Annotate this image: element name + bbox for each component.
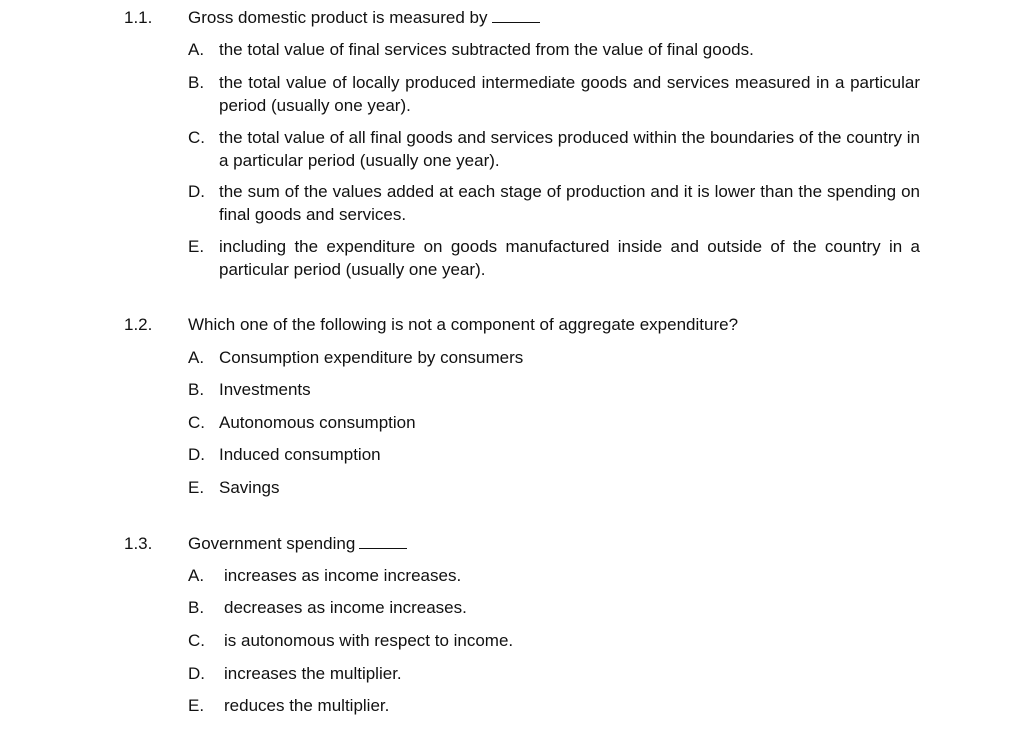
question-stem: Gross domestic product is measured by bbox=[188, 7, 540, 29]
option-letter: D. bbox=[188, 445, 205, 464]
option-letter: B. bbox=[188, 598, 205, 617]
option-1-1-b bbox=[188, 72, 920, 117]
option-letter: D. bbox=[188, 664, 205, 683]
option-letter: E. bbox=[188, 237, 205, 256]
option-text: increases the multiplier. bbox=[224, 664, 402, 683]
option-text: the sum of the values added at each stage of production and it is lower than the spending on final goods and services. bbox=[219, 182, 920, 224]
option-letter: E. bbox=[188, 478, 205, 497]
option-1-3-d bbox=[188, 663, 920, 686]
option-1-2-e bbox=[188, 477, 920, 500]
option-1-3-b bbox=[188, 597, 920, 620]
option-letter: D. bbox=[188, 182, 205, 201]
option-letter: E. bbox=[188, 696, 205, 715]
option-text: Savings bbox=[219, 478, 280, 497]
option-text: Induced consumption bbox=[219, 445, 381, 464]
question-stem: Which one of the following is not a component of aggregate expenditure? bbox=[188, 315, 739, 334]
option-1-3-a bbox=[188, 565, 920, 588]
option-letter: B. bbox=[188, 73, 205, 92]
option-1-2-d bbox=[188, 444, 920, 467]
option-letter: B. bbox=[188, 380, 205, 399]
option-text: the total value of all final goods and services produced within the boundaries of the country in a particular period (usually one year). bbox=[219, 128, 920, 170]
option-text: including the expenditure on goods manufactured inside and outside of the country in a particular period (usually one year). bbox=[219, 237, 920, 279]
question-stem: Government spending bbox=[188, 533, 407, 555]
question-number: 1.2. bbox=[124, 315, 153, 334]
option-text: reduces the multiplier. bbox=[224, 696, 390, 715]
option-letter: A. bbox=[188, 348, 205, 367]
option-letter: C. bbox=[188, 631, 205, 650]
option-1-1-a bbox=[188, 39, 920, 62]
option-text: the total value of final services subtracted from the value of final goods. bbox=[219, 40, 754, 59]
option-1-1-c bbox=[188, 127, 920, 172]
option-text: Investments bbox=[219, 380, 311, 399]
option-text: increases as income increases. bbox=[224, 566, 462, 585]
question-number: 1.3. bbox=[124, 534, 153, 553]
option-text: Consumption expenditure by consumers bbox=[219, 348, 524, 367]
option-letter: A. bbox=[188, 40, 205, 59]
option-1-3-e bbox=[188, 695, 920, 718]
option-text: is autonomous with respect to income. bbox=[224, 631, 514, 650]
option-1-1-e bbox=[188, 236, 920, 281]
option-text: the total value of locally produced intermediate goods and services measured in a particular period (usually one year). bbox=[219, 73, 920, 115]
option-1-2-c bbox=[188, 412, 920, 435]
option-text: Autonomous consumption bbox=[219, 413, 416, 432]
option-1-2-b bbox=[188, 379, 920, 402]
answer-blank bbox=[359, 534, 407, 549]
option-letter: C. bbox=[188, 413, 205, 432]
option-1-3-c bbox=[188, 630, 920, 653]
option-1-2-a bbox=[188, 347, 920, 370]
option-text: decreases as income increases. bbox=[224, 598, 467, 617]
answer-blank bbox=[492, 8, 540, 23]
option-1-1-d bbox=[188, 181, 920, 226]
option-letter: C. bbox=[188, 128, 205, 147]
question-number: 1.1. bbox=[124, 8, 153, 27]
option-letter: A. bbox=[188, 566, 205, 585]
